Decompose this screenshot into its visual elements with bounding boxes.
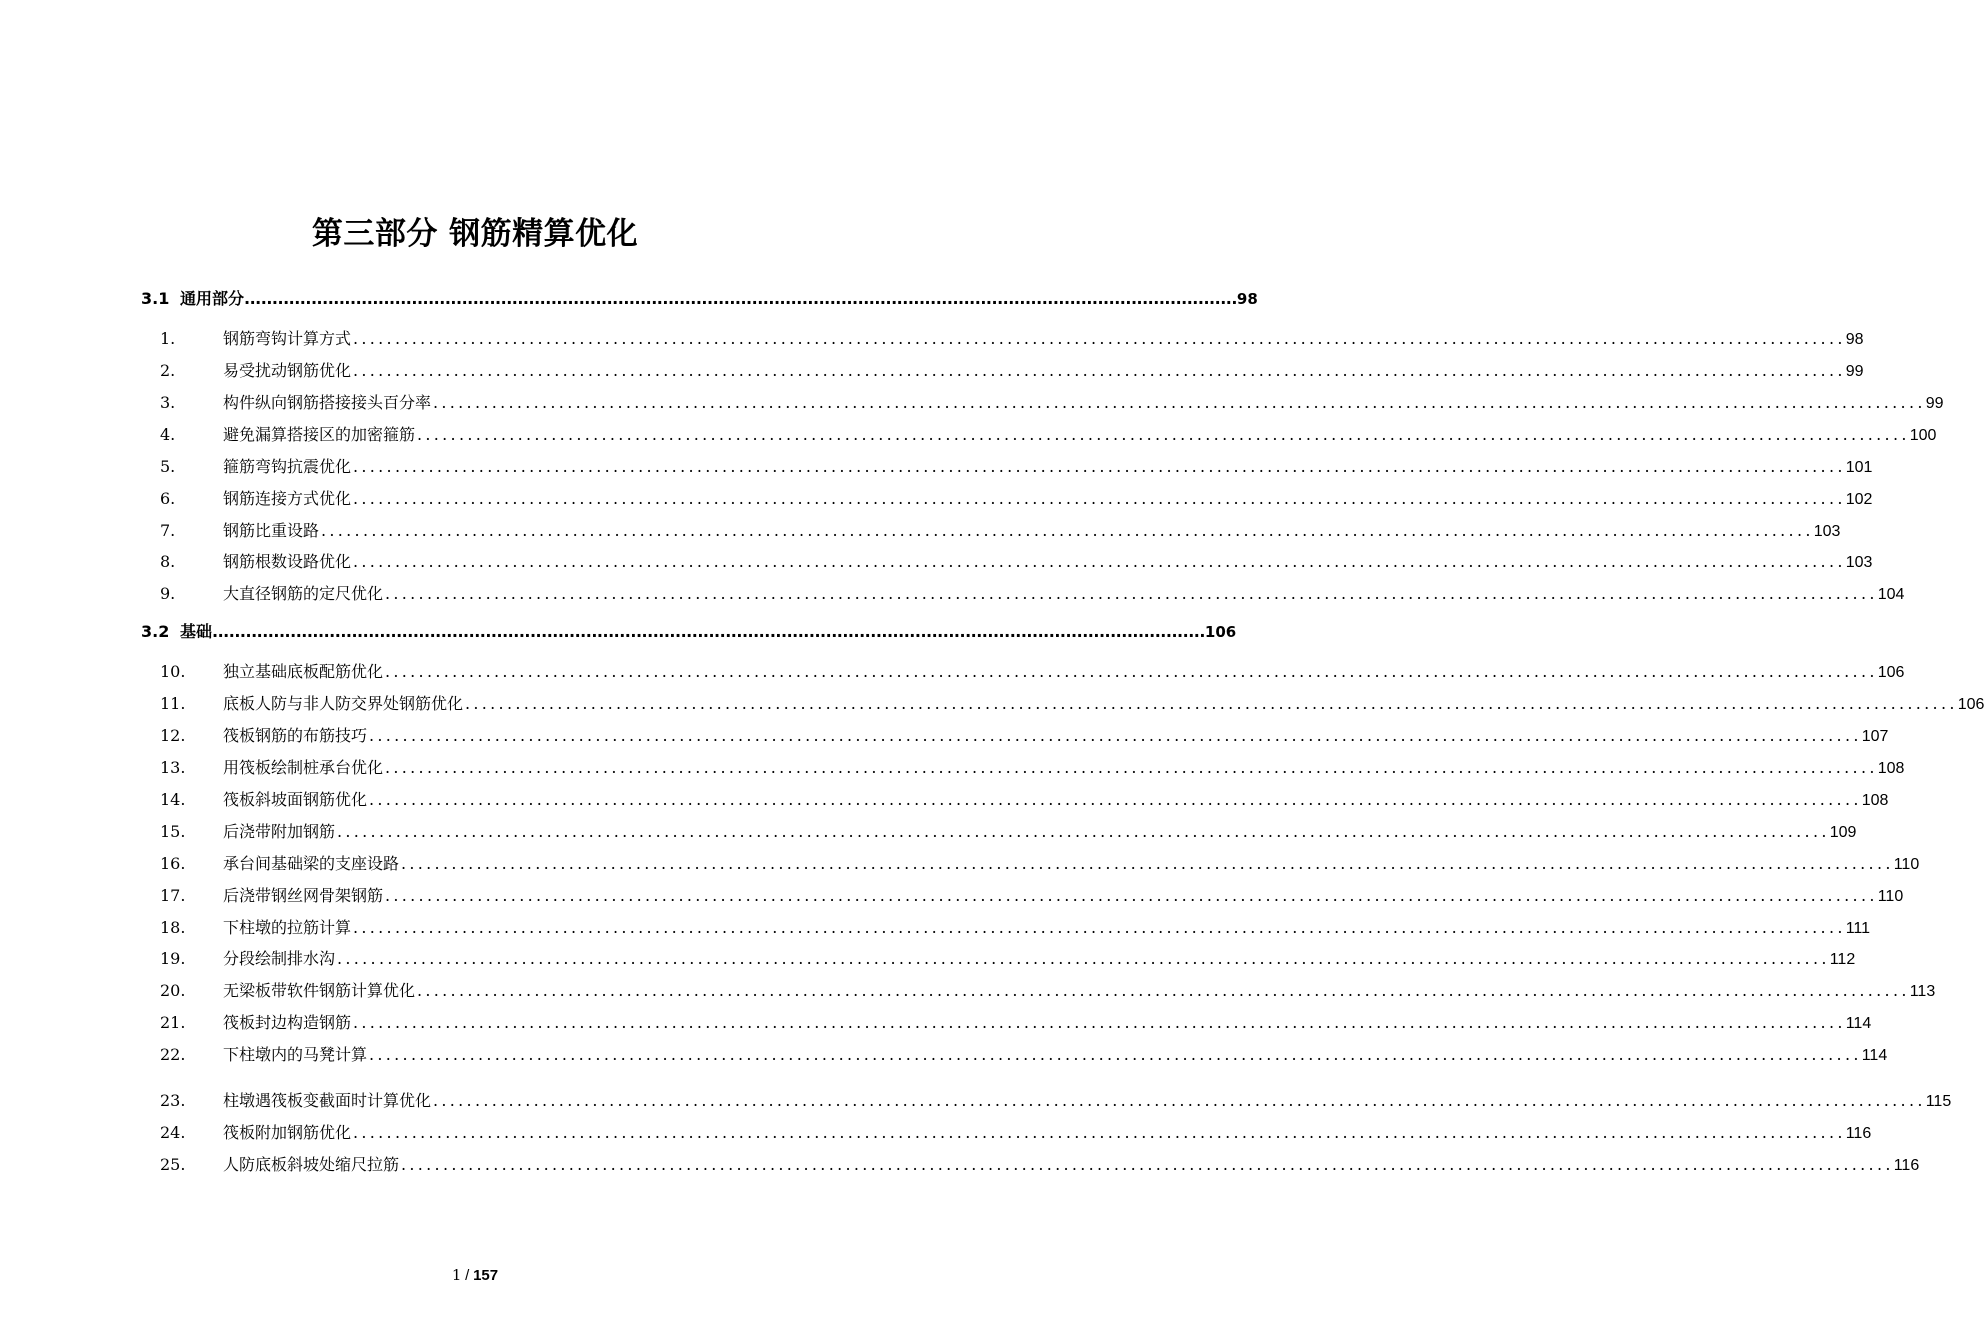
entry-title: 筏板附加钢筋优化 [223, 1123, 352, 1142]
page-number: 108 [1861, 792, 1889, 809]
entry-number: 12. [160, 726, 186, 745]
page-number: 116 [1893, 1157, 1920, 1174]
entry-number: 8. [160, 552, 176, 571]
toc-entry[interactable] [160, 787, 1889, 811]
entry-number: 13. [160, 758, 186, 777]
toc-entry[interactable] [160, 518, 1841, 542]
entry-number: 17. [160, 886, 186, 905]
entry-title: 钢筋根数设路优化 [223, 552, 352, 571]
entry-title: 底板人防与非人防交界处钢筋优化 [223, 694, 464, 713]
page-number: 98 [1845, 331, 1864, 348]
page-number: 99 [1925, 395, 1944, 412]
dot-leader: .................................................................................................................................................................................. [465, 694, 1958, 713]
section-title: 通用部分 [180, 289, 245, 308]
dot-leader: .................................................................................................................................................................................. [321, 521, 1814, 540]
entry-title: 筏板封边构造钢筋 [223, 1013, 352, 1032]
page-number: 109 [1829, 824, 1857, 841]
toc-entry[interactable] [160, 1120, 1872, 1144]
dot-leader: .................................................................................................................................................................................. [369, 790, 1862, 809]
toc-entry[interactable] [160, 486, 1873, 510]
dot-leader: .................................................................................................................................................................................. [353, 329, 1846, 348]
toc-entry[interactable] [160, 946, 1856, 970]
dot-leader: .................................................................................................................................................................................. [353, 552, 1846, 571]
entry-title: 分段绘制排水沟 [223, 949, 336, 968]
toc-entry[interactable] [160, 723, 1889, 747]
dot-leader: .................................................................................................................................................................................. [401, 854, 1894, 873]
entry-title: 无梁板带软件钢筋计算优化 [223, 981, 416, 1000]
entry-number: 4. [160, 425, 176, 444]
entry-title: 下柱墩的拉筋计算 [223, 918, 352, 937]
entry-number: 9. [160, 584, 176, 603]
dot-leader: .................................................................................................................................................................................. [353, 1123, 1846, 1142]
page-number: 106 [1877, 664, 1905, 681]
entry-number: 6. [160, 489, 176, 508]
toc-entry[interactable] [160, 851, 1920, 875]
entry-number: 20. [160, 981, 186, 1000]
dot-leader: .................................................................................................................................................................................. [353, 489, 1846, 508]
dot-leader: .................................................................................................................................................................................. [385, 886, 1878, 905]
page-number: 116 [1845, 1125, 1872, 1142]
entry-number: 24. [160, 1123, 186, 1142]
page-number: 102 [1845, 491, 1873, 508]
dot-leader: .................................................................................................................................................................................. [385, 758, 1878, 777]
entry-number: 21. [160, 1013, 186, 1032]
entry-title: 用筏板绘制桩承台优化 [223, 758, 384, 777]
toc-entry[interactable] [160, 1152, 1920, 1176]
dot-leader: .................................................................................................................................................................................. [337, 949, 1830, 968]
section-number: 3.1 [141, 289, 170, 308]
entry-title: 钢筋弯钩计算方式 [223, 329, 352, 348]
entry-title: 柱墩遇筏板变截面时计算优化 [223, 1091, 432, 1110]
toc-section-heading[interactable] [141, 619, 1237, 643]
toc-entry[interactable] [160, 390, 1944, 414]
entry-number: 11. [160, 694, 186, 713]
toc-entry[interactable] [160, 549, 1873, 573]
page-footer [0, 1266, 950, 1285]
toc-entry[interactable] [160, 454, 1873, 478]
entry-title: 筏板钢筋的布筋技巧 [223, 726, 368, 745]
dot-leader: .................................................................................................................................................................................. [244, 289, 1237, 308]
page-separator: / [465, 1267, 470, 1284]
entry-title: 避免漏算搭接区的加密箍筋 [223, 425, 416, 444]
page-number: 98 [1236, 290, 1258, 308]
dot-leader: .................................................................................................................................................................................. [433, 1091, 1926, 1110]
dot-leader: .................................................................................................................................................................................. [369, 1045, 1862, 1064]
entry-title: 人防底板斜坡处缩尺拉筋 [223, 1155, 400, 1174]
toc-entry[interactable] [160, 581, 1905, 605]
page-number: 113 [1909, 983, 1936, 1000]
entry-number: 16. [160, 854, 186, 873]
page-number: 115 [1925, 1093, 1952, 1110]
entry-number: 23. [160, 1091, 186, 1110]
entry-title: 后浇带钢丝网骨架钢筋 [223, 886, 384, 905]
entry-number: 3. [160, 393, 176, 412]
toc-entry[interactable] [160, 755, 1905, 779]
entry-title: 后浇带附加钢筋 [223, 822, 336, 841]
section-title: 基础 [180, 622, 213, 641]
toc-section-heading[interactable] [141, 286, 1258, 310]
current-page-number: 1 [451, 1266, 462, 1284]
toc-entry[interactable] [160, 883, 1904, 907]
entry-title: 钢筋连接方式优化 [223, 489, 352, 508]
entry-title: 易受扰动钢筋优化 [223, 361, 352, 380]
dot-leader: .................................................................................................................................................................................. [433, 393, 1926, 412]
toc-entry[interactable] [160, 659, 1905, 683]
entry-number: 25. [160, 1155, 186, 1174]
entry-title: 箍筋弯钩抗震优化 [223, 457, 352, 476]
dot-leader: .................................................................................................................................................................................. [212, 622, 1205, 641]
entry-title: 大直径钢筋的定尺优化 [223, 584, 384, 603]
page-number: 112 [1829, 951, 1856, 968]
entry-number: 22. [160, 1045, 186, 1064]
dot-leader: .................................................................................................................................................................................. [417, 425, 1910, 444]
dot-leader: .................................................................................................................................................................................. [353, 918, 1846, 937]
page-number: 110 [1893, 856, 1920, 873]
entry-number: 1. [160, 329, 176, 348]
dot-leader: .................................................................................................................................................................................. [385, 584, 1878, 603]
page-number: 111 [1845, 920, 1871, 937]
toc-entry[interactable] [160, 819, 1857, 843]
dot-leader: .................................................................................................................................................................................. [353, 1013, 1846, 1032]
toc-entry[interactable] [160, 1088, 1952, 1112]
entry-title: 钢筋比重设路 [223, 521, 320, 540]
entry-title: 承台间基础梁的支座设路 [223, 854, 400, 873]
page-number: 106 [1957, 696, 1984, 713]
entry-title: 筏板斜坡面钢筋优化 [223, 790, 368, 809]
dot-leader: .................................................................................................................................................................................. [369, 726, 1862, 745]
dot-leader: .................................................................................................................................................................................. [385, 662, 1878, 681]
toc-entry[interactable] [160, 358, 1864, 382]
toc-entry[interactable] [160, 326, 1864, 350]
page-number: 106 [1204, 623, 1237, 641]
toc-entry[interactable] [160, 422, 1937, 446]
toc-entry[interactable] [160, 691, 1984, 715]
page-number: 114 [1845, 1015, 1872, 1032]
entry-number: 18. [160, 918, 186, 937]
page-number: 99 [1845, 363, 1864, 380]
entry-number: 10. [160, 662, 186, 681]
entry-number: 7. [160, 521, 176, 540]
entry-number: 2. [160, 361, 176, 380]
page-title: 第三部分 钢筋精算优化 [311, 216, 639, 252]
total-pages: 157 [473, 1267, 499, 1284]
page-number: 101 [1845, 459, 1873, 476]
section-number: 3.2 [141, 622, 170, 641]
page-number: 110 [1877, 888, 1904, 905]
entry-number: 5. [160, 457, 176, 476]
page-number: 103 [1813, 523, 1841, 540]
toc-entry[interactable] [160, 915, 1871, 939]
toc-entry[interactable] [160, 1010, 1872, 1034]
entry-title: 下柱墩内的马凳计算 [223, 1045, 368, 1064]
page-number: 103 [1845, 554, 1873, 571]
entry-title: 独立基础底板配筋优化 [223, 662, 384, 681]
page-number: 107 [1861, 728, 1889, 745]
page-number: 100 [1909, 427, 1937, 444]
page-number: 108 [1877, 760, 1905, 777]
dot-leader: .................................................................................................................................................................................. [417, 981, 1910, 1000]
page-number: 114 [1861, 1047, 1888, 1064]
entry-number: 14. [160, 790, 186, 809]
dot-leader: .................................................................................................................................................................................. [401, 1155, 1894, 1174]
entry-number: 15. [160, 822, 186, 841]
dot-leader: .................................................................................................................................................................................. [353, 361, 1846, 380]
entry-number: 19. [160, 949, 186, 968]
dot-leader: .................................................................................................................................................................................. [353, 457, 1846, 476]
toc-entry[interactable] [160, 978, 1936, 1002]
entry-title: 构件纵向钢筋搭接接头百分率 [223, 393, 432, 412]
toc-entry[interactable] [160, 1042, 1888, 1066]
dot-leader: .................................................................................................................................................................................. [337, 822, 1830, 841]
page-number: 104 [1877, 586, 1905, 603]
